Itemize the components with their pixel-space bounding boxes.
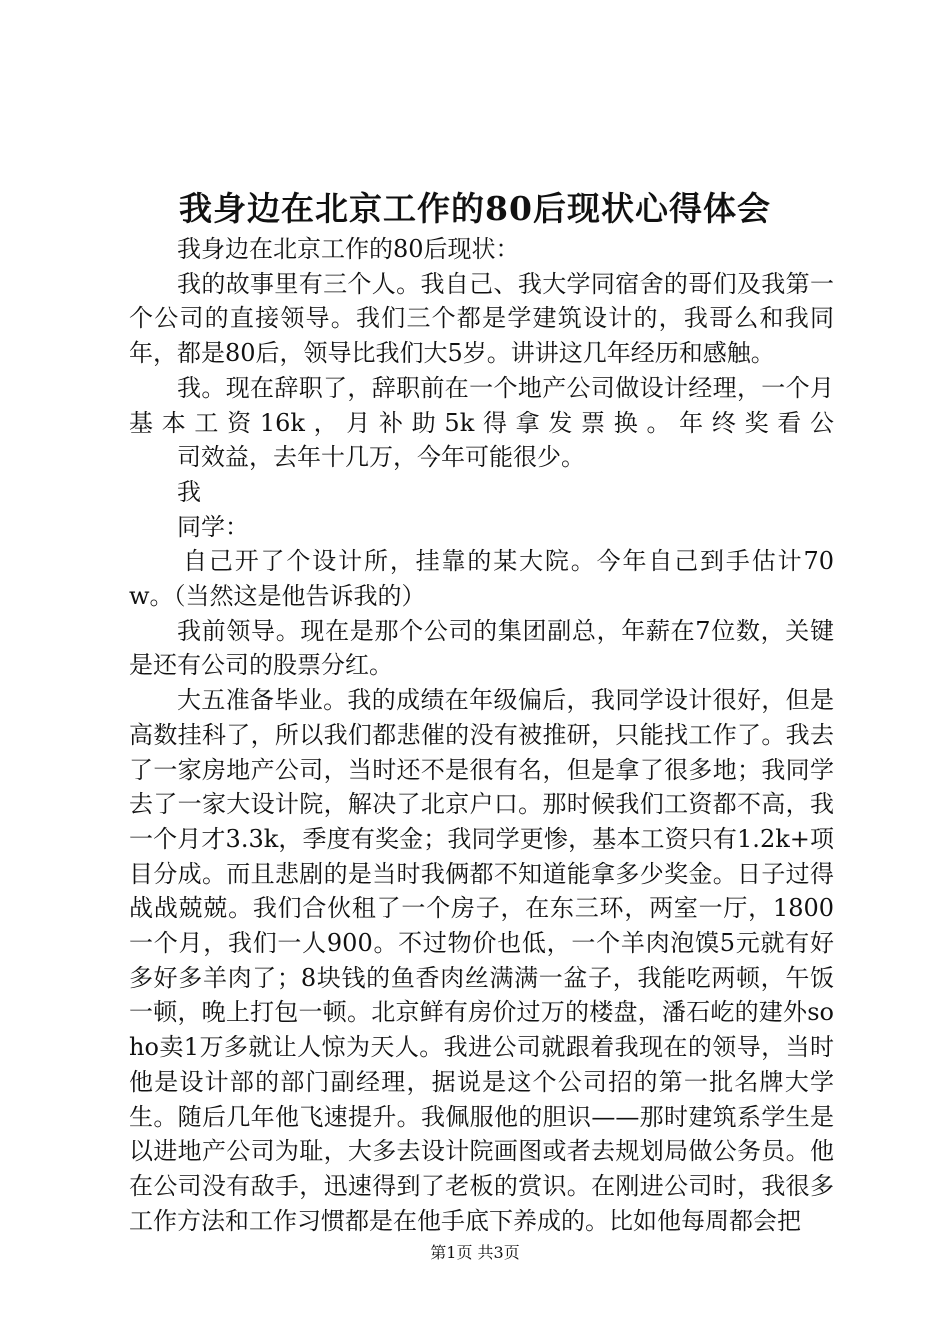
page-number-footer: 第1页 共3页 <box>430 1243 520 1262</box>
paragraph-me: 我。现在辞职了，辞职前在一个地产公司做设计经理，一个月基本工资16k，月补助5k得拿发票换。年终奖看公 <box>129 373 834 437</box>
paragraph-classmate: 自己开了个设计所，挂靠的某大院。今年自己到手估计70w。（当然这是他告诉我的） <box>129 547 834 611</box>
paragraph-classmate-label: 同学： <box>177 512 249 541</box>
document-body <box>129 232 834 1238</box>
paragraph-intro: 我身边在北京工作的80后现状： <box>177 235 520 263</box>
paragraph-me-continued: 司效益，去年十几万，今年可能很少。 <box>177 443 585 472</box>
paragraph-graduation-story: 大五准备毕业。我的成绩在年级偏后，我同学设计很好，但是高数挂科了，所以我们都悲催的没有被推研，只能找工作了。我去了一家房地产公司，当时还不是很有名，但是拿了很多地；我同学去了一家大设计院，解决了北京户口。那时候我们工资都不高，我一个月才3.3k，季度有奖金；我同学更惨，基本工资只有1.2k+项目分成。而且悲剧的是当时我俩都不知道能拿多少奖金。日子过得战战兢兢。我们合伙租了一个房子，在东三环，两室一厅，1800一个月，我们一人900。不过物价也低，一个羊肉泡馍5元就有好多好多羊肉了；8块钱的鱼香肉丝满满一盆子，我能吃两顿，午饭一顿，晚上打包一顿。北京鲜有房价过万的楼盘，潘石屹的建外soho卖1万多就让人惊为天人。我进公司就跟着我现在的领导，当时他是设计部的部门副经理，据说是这个公司招的第一批名牌大学生。随后几年他飞速提升。我佩服他的胆识——那时建筑系学生是以进地产公司为耻，大多去设计院画图或者去规划局做公务员。他在公司没有敌手，迅速得到了老板的赏识。在刚进公司时，我很多工作方法和工作习惯都是在他手底下养成的。比如他每周都会把 <box>129 686 834 1235</box>
document-title: 我身边在北京工作的80后现状心得体会 <box>179 189 771 228</box>
paragraph-me-label: 我 <box>177 477 201 506</box>
paragraph-characters: 我的故事里有三个人。我自己、我大学同宿舍的哥们及我第一个公司的直接领导。我们三个都是学建筑设计的，我哥么和我同年，都是80后，领导比我们大5岁。讲讲这几年经历和感触。 <box>129 269 834 368</box>
paragraph-former-leader: 我前领导。现在是那个公司的集团副总，年薪在7位数，关键是还有公司的股票分红。 <box>129 616 834 680</box>
